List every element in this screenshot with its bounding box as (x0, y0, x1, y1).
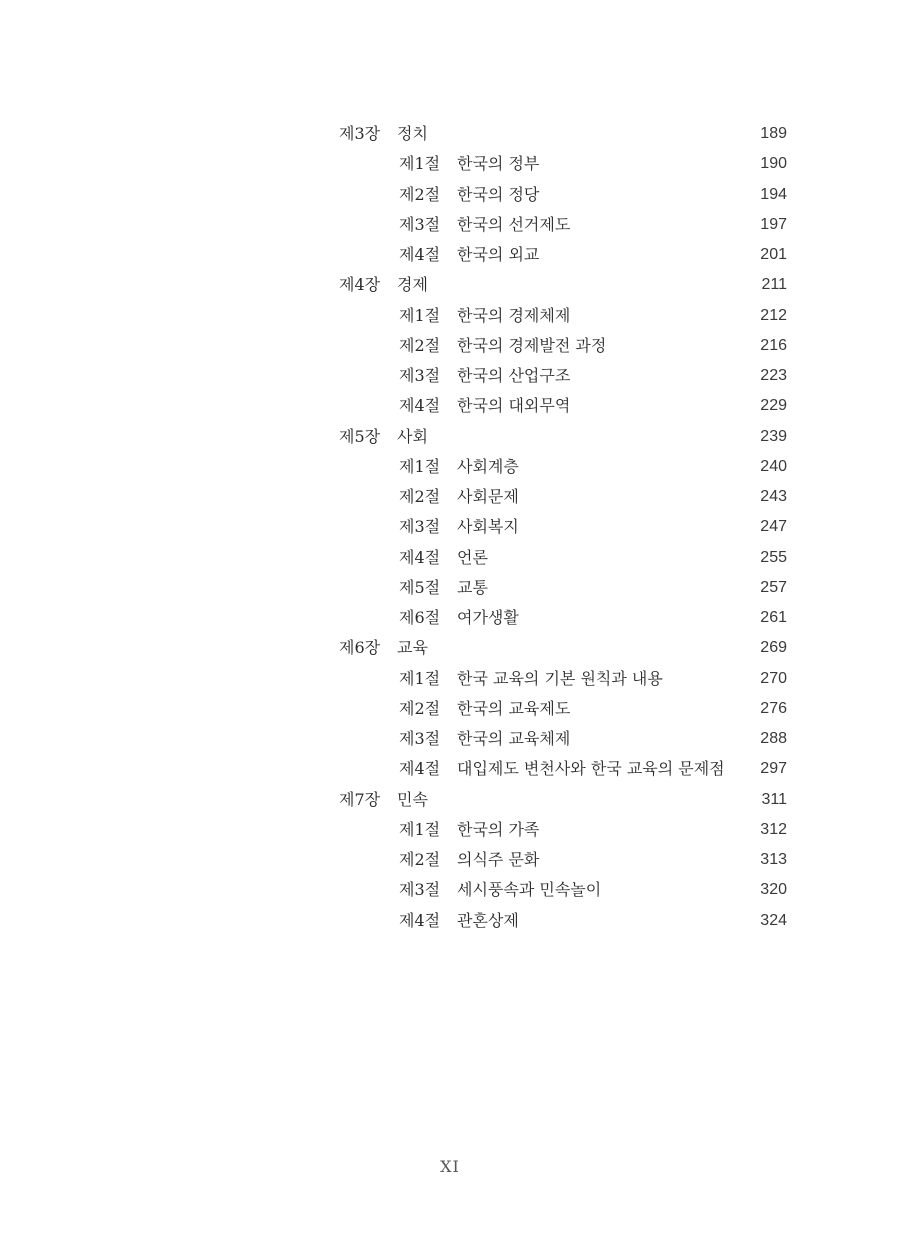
section-title: 한국의 경제체제 (457, 305, 571, 325)
section-number: 제3절 (399, 517, 441, 537)
toc-section-row (339, 512, 789, 542)
toc-section-row (339, 180, 789, 210)
page-reference: 194 (760, 185, 787, 203)
toc-section-row (339, 240, 789, 270)
section-number: 제3절 (399, 366, 441, 385)
chapter-title: 사회 (397, 426, 428, 446)
section-title: 한국의 선거제도 (457, 214, 571, 234)
section-title: 의식주 문화 (457, 850, 540, 869)
section-number: 제2절 (399, 335, 441, 355)
section-title: 한국의 경제발전 과정 (457, 335, 607, 355)
page-reference: 243 (760, 488, 787, 505)
section-title: 한국 교육의 기본 원칙과 내용 (457, 668, 663, 688)
page-reference: 288 (760, 730, 787, 747)
page-reference: 276 (760, 699, 787, 717)
section-number: 제3절 (399, 880, 441, 900)
section-title: 세시풍속과 민속놀이 (457, 880, 602, 900)
toc-section-row (339, 664, 789, 694)
section-title: 한국의 가족 (457, 819, 540, 839)
chapter-number: 제4장 (339, 275, 381, 295)
chapter-title: 교육 (397, 638, 428, 658)
section-number: 제2절 (399, 850, 441, 869)
section-number: 제1절 (399, 456, 441, 476)
section-title: 한국의 대외무역 (457, 396, 571, 416)
page-reference: 313 (760, 851, 787, 868)
toc-section-row (339, 361, 789, 391)
page-reference: 257 (760, 578, 787, 596)
toc-section-row (339, 815, 789, 845)
section-number: 제4절 (399, 396, 441, 416)
page-reference: 255 (760, 548, 787, 566)
page-reference: 189 (760, 125, 787, 142)
section-title: 사회복지 (457, 517, 519, 537)
section-title: 교통 (457, 577, 488, 597)
page-reference: 211 (761, 276, 787, 294)
section-title: 한국의 교육체제 (457, 729, 571, 748)
page-reference: 240 (760, 457, 787, 475)
page-reference: 229 (760, 397, 787, 415)
toc-section-row (339, 301, 789, 331)
toc-chapter-row (339, 422, 789, 452)
section-number: 제5절 (399, 577, 441, 597)
section-number: 제6절 (399, 608, 441, 627)
section-title: 한국의 정부 (457, 154, 540, 174)
chapter-title: 민속 (397, 789, 428, 809)
toc-section-row (339, 482, 789, 512)
section-number: 제3절 (399, 729, 441, 748)
section-number: 제4절 (399, 910, 441, 930)
page-reference: 190 (760, 155, 787, 173)
page-reference: 297 (760, 760, 787, 778)
toc-section-row (339, 391, 789, 421)
section-title: 사회계층 (457, 456, 519, 476)
section-number: 제1절 (399, 305, 441, 325)
section-title: 대입제도 변천사와 한국 교육의 문제점 (457, 759, 725, 779)
toc-section-row (339, 452, 789, 482)
page-reference: 216 (760, 336, 787, 354)
chapter-number: 제3장 (339, 124, 381, 143)
chapter-number: 제7장 (339, 789, 381, 809)
section-number: 제1절 (399, 668, 441, 688)
toc-chapter-row (339, 270, 789, 300)
page-reference: 261 (760, 609, 787, 626)
toc-chapter-row (339, 785, 789, 815)
section-number: 제2절 (399, 184, 441, 204)
section-title: 여가생활 (457, 608, 519, 627)
section-title: 한국의 정당 (457, 184, 540, 204)
toc-section-row (339, 694, 789, 724)
section-number: 제1절 (399, 819, 441, 839)
page-reference: 197 (760, 215, 787, 233)
section-number: 제4절 (399, 759, 441, 779)
toc-section-row (339, 724, 789, 754)
page-reference: 311 (761, 790, 787, 808)
toc-section-row (339, 331, 789, 361)
page-reference: 201 (760, 246, 787, 263)
section-title: 언론 (457, 547, 488, 567)
chapter-number: 제6장 (339, 638, 381, 658)
page-number: XI (440, 1157, 460, 1176)
section-number: 제3절 (399, 214, 441, 234)
section-title: 한국의 교육제도 (457, 698, 571, 718)
page-reference: 324 (760, 911, 787, 929)
section-title: 관혼상제 (457, 910, 519, 930)
toc-section-row (339, 906, 789, 936)
section-number: 제2절 (399, 487, 441, 506)
toc-section-row (339, 543, 789, 573)
page-reference: 212 (760, 306, 787, 324)
chapter-title: 정치 (397, 124, 428, 143)
page-reference: 247 (760, 518, 787, 536)
toc-section-row (339, 845, 789, 875)
page-reference: 270 (760, 669, 787, 687)
toc-chapter-row (339, 119, 789, 149)
page-reference: 312 (760, 820, 787, 838)
toc-section-row (339, 603, 789, 633)
chapter-number: 제5장 (339, 426, 381, 446)
section-title: 한국의 외교 (457, 245, 540, 264)
section-number: 제4절 (399, 547, 441, 567)
toc-section-row (339, 149, 789, 179)
toc-section-row (339, 573, 789, 603)
toc-chapter-row (339, 633, 789, 663)
section-number: 제2절 (399, 698, 441, 718)
chapter-title: 경제 (397, 275, 428, 295)
page-reference: 269 (760, 639, 787, 657)
toc-section-row (339, 754, 789, 784)
toc-section-row (339, 875, 789, 905)
section-title: 한국의 산업구조 (457, 366, 571, 385)
table-of-contents (339, 119, 789, 936)
section-number: 제4절 (399, 245, 441, 264)
page-reference: 239 (760, 427, 787, 445)
section-number: 제1절 (399, 154, 441, 174)
section-title: 사회문제 (457, 487, 519, 506)
page-reference: 320 (760, 881, 787, 899)
toc-section-row (339, 210, 789, 240)
page-reference: 223 (760, 367, 787, 384)
